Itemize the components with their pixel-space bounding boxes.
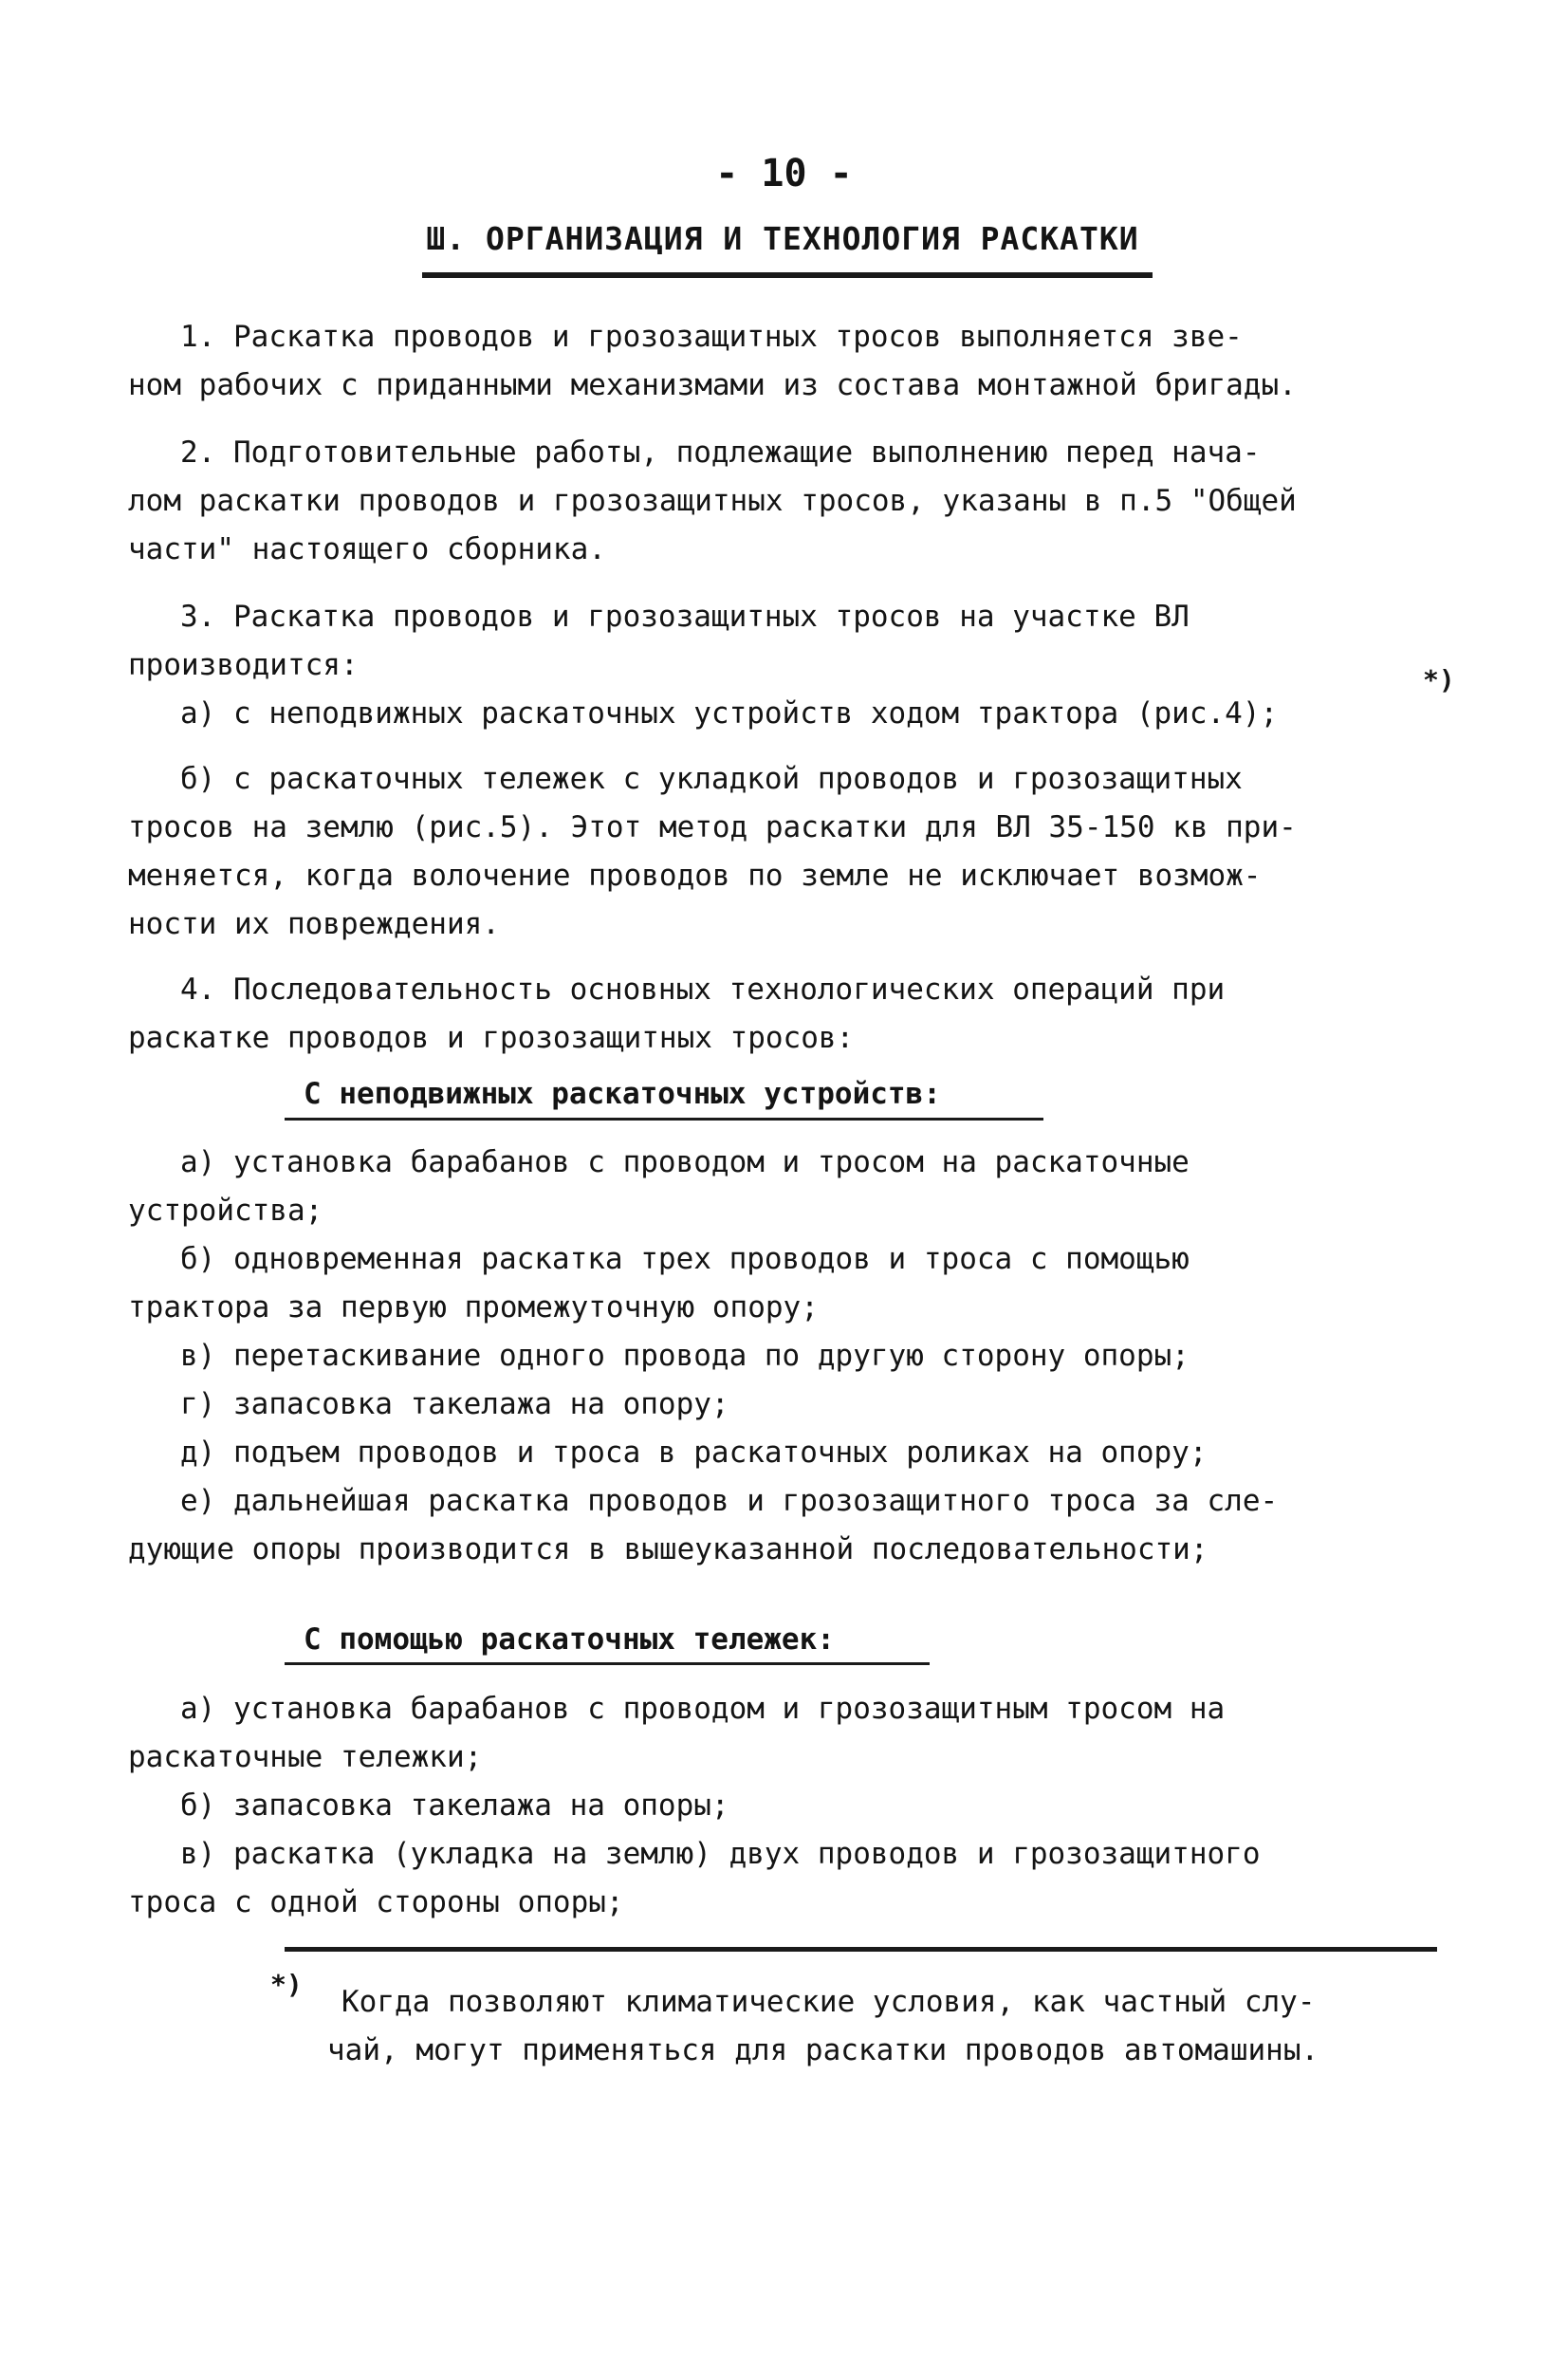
paragraph-line: раскатке проводов и грозозащитных тросов: <box>128 1021 855 1055</box>
footnote-line: чай, могут применяться для раскатки проводов автомашины. <box>327 2033 1319 2067</box>
paragraph-3b <box>128 755 1447 949</box>
list-item: в) перетаскивание одного провода по другую сторону опоры; <box>180 1339 1190 1373</box>
subheading-fixed-devices: С неподвижных раскаточных устройств: <box>304 1077 941 1111</box>
list-item: в) раскатка (укладка на землю) двух проводов и грозозащитного <box>180 1837 1261 1871</box>
paragraph-3 <box>128 593 1447 738</box>
paragraph-line: части" настоящего сборника. <box>128 532 606 566</box>
paragraph-1 <box>128 313 1447 410</box>
carts-list <box>128 1685 1447 1927</box>
list-item-continuation: дующие опоры производится в вышеуказанной последовательности; <box>128 1532 1208 1566</box>
list-item-continuation: устройства; <box>128 1194 323 1228</box>
list-item: е) дальнейшая раскатка проводов и грозозащитного троса за сле- <box>180 1484 1279 1518</box>
paragraph-line: 3. Раскатка проводов и грозозащитных тросов на участке ВЛ <box>180 600 1190 634</box>
heading-underline <box>422 272 1153 278</box>
subheading-underline <box>285 1662 930 1665</box>
footnote-reference-mark: *) <box>1423 664 1455 695</box>
subheading-underline <box>285 1118 1043 1121</box>
paragraph-line: 2. Подготовительные работы, подлежащие выполнению перед нача- <box>180 435 1261 470</box>
footnote-separator <box>285 1947 1437 1952</box>
list-item: б) одновременная раскатка трех проводов и троса с помощью <box>180 1242 1190 1276</box>
paragraph-line: производится: <box>128 648 359 682</box>
paragraph-line: 1. Раскатка проводов и грозозащитных тросов выполняется зве- <box>180 320 1243 354</box>
list-item-continuation: трактора за первую промежуточную опору; <box>128 1290 819 1325</box>
fixed-devices-list <box>128 1139 1447 1574</box>
paragraph-line: лом раскатки проводов и грозозащитных тросов, указаны в п.5 "Общей <box>128 484 1297 518</box>
paragraph-line: б) с раскаточных тележек с укладкой проводов и грозозащитных <box>180 762 1243 796</box>
page-number: - 10 - <box>715 152 853 195</box>
paragraph-4 <box>128 966 1447 1063</box>
list-item: г) запасовка такелажа на опору; <box>180 1387 729 1421</box>
paragraph-line: меняется, когда волочение проводов по земле не исключает возмож- <box>128 859 1262 893</box>
section-heading: Ш. ОРГАНИЗАЦИЯ И ТЕХНОЛОГИЯ РАСКАТКИ <box>426 220 1139 257</box>
paragraph-line: ном рабочих с приданными механизмами из состава монтажной бригады. <box>128 368 1297 402</box>
list-item-continuation: троса с одной стороны опоры; <box>128 1885 624 1919</box>
subheading-carts: С помощью раскаточных тележек: <box>304 1622 835 1657</box>
paragraph-line: ности их повреждения. <box>128 907 500 941</box>
list-item: д) подъем проводов и троса в раскаточных роликах на опору; <box>180 1436 1208 1470</box>
footnote-mark: *) <box>270 1969 303 2000</box>
list-item: а) установка барабанов с проводом и тросом на раскаточные <box>180 1145 1190 1179</box>
list-item: б) запасовка такелажа на опоры; <box>180 1788 729 1823</box>
paragraph-line: а) с неподвижных раскаточных устройств ходом трактора (рис.4); <box>180 696 1279 731</box>
footnote-line: Когда позволяют климатические условия, как частный слу- <box>341 1985 1316 2019</box>
paragraph-line: тросов на землю (рис.5). Этот метод раскатки для ВЛ 35-150 кв при- <box>128 810 1297 844</box>
list-item-continuation: раскаточные тележки; <box>128 1740 483 1774</box>
footnote-text <box>327 1978 1442 2075</box>
paragraph-line: 4. Последовательность основных технологических операций при <box>180 973 1226 1007</box>
list-item: а) установка барабанов с проводом и грозозащитным тросом на <box>180 1692 1226 1726</box>
paragraph-2 <box>128 429 1447 574</box>
